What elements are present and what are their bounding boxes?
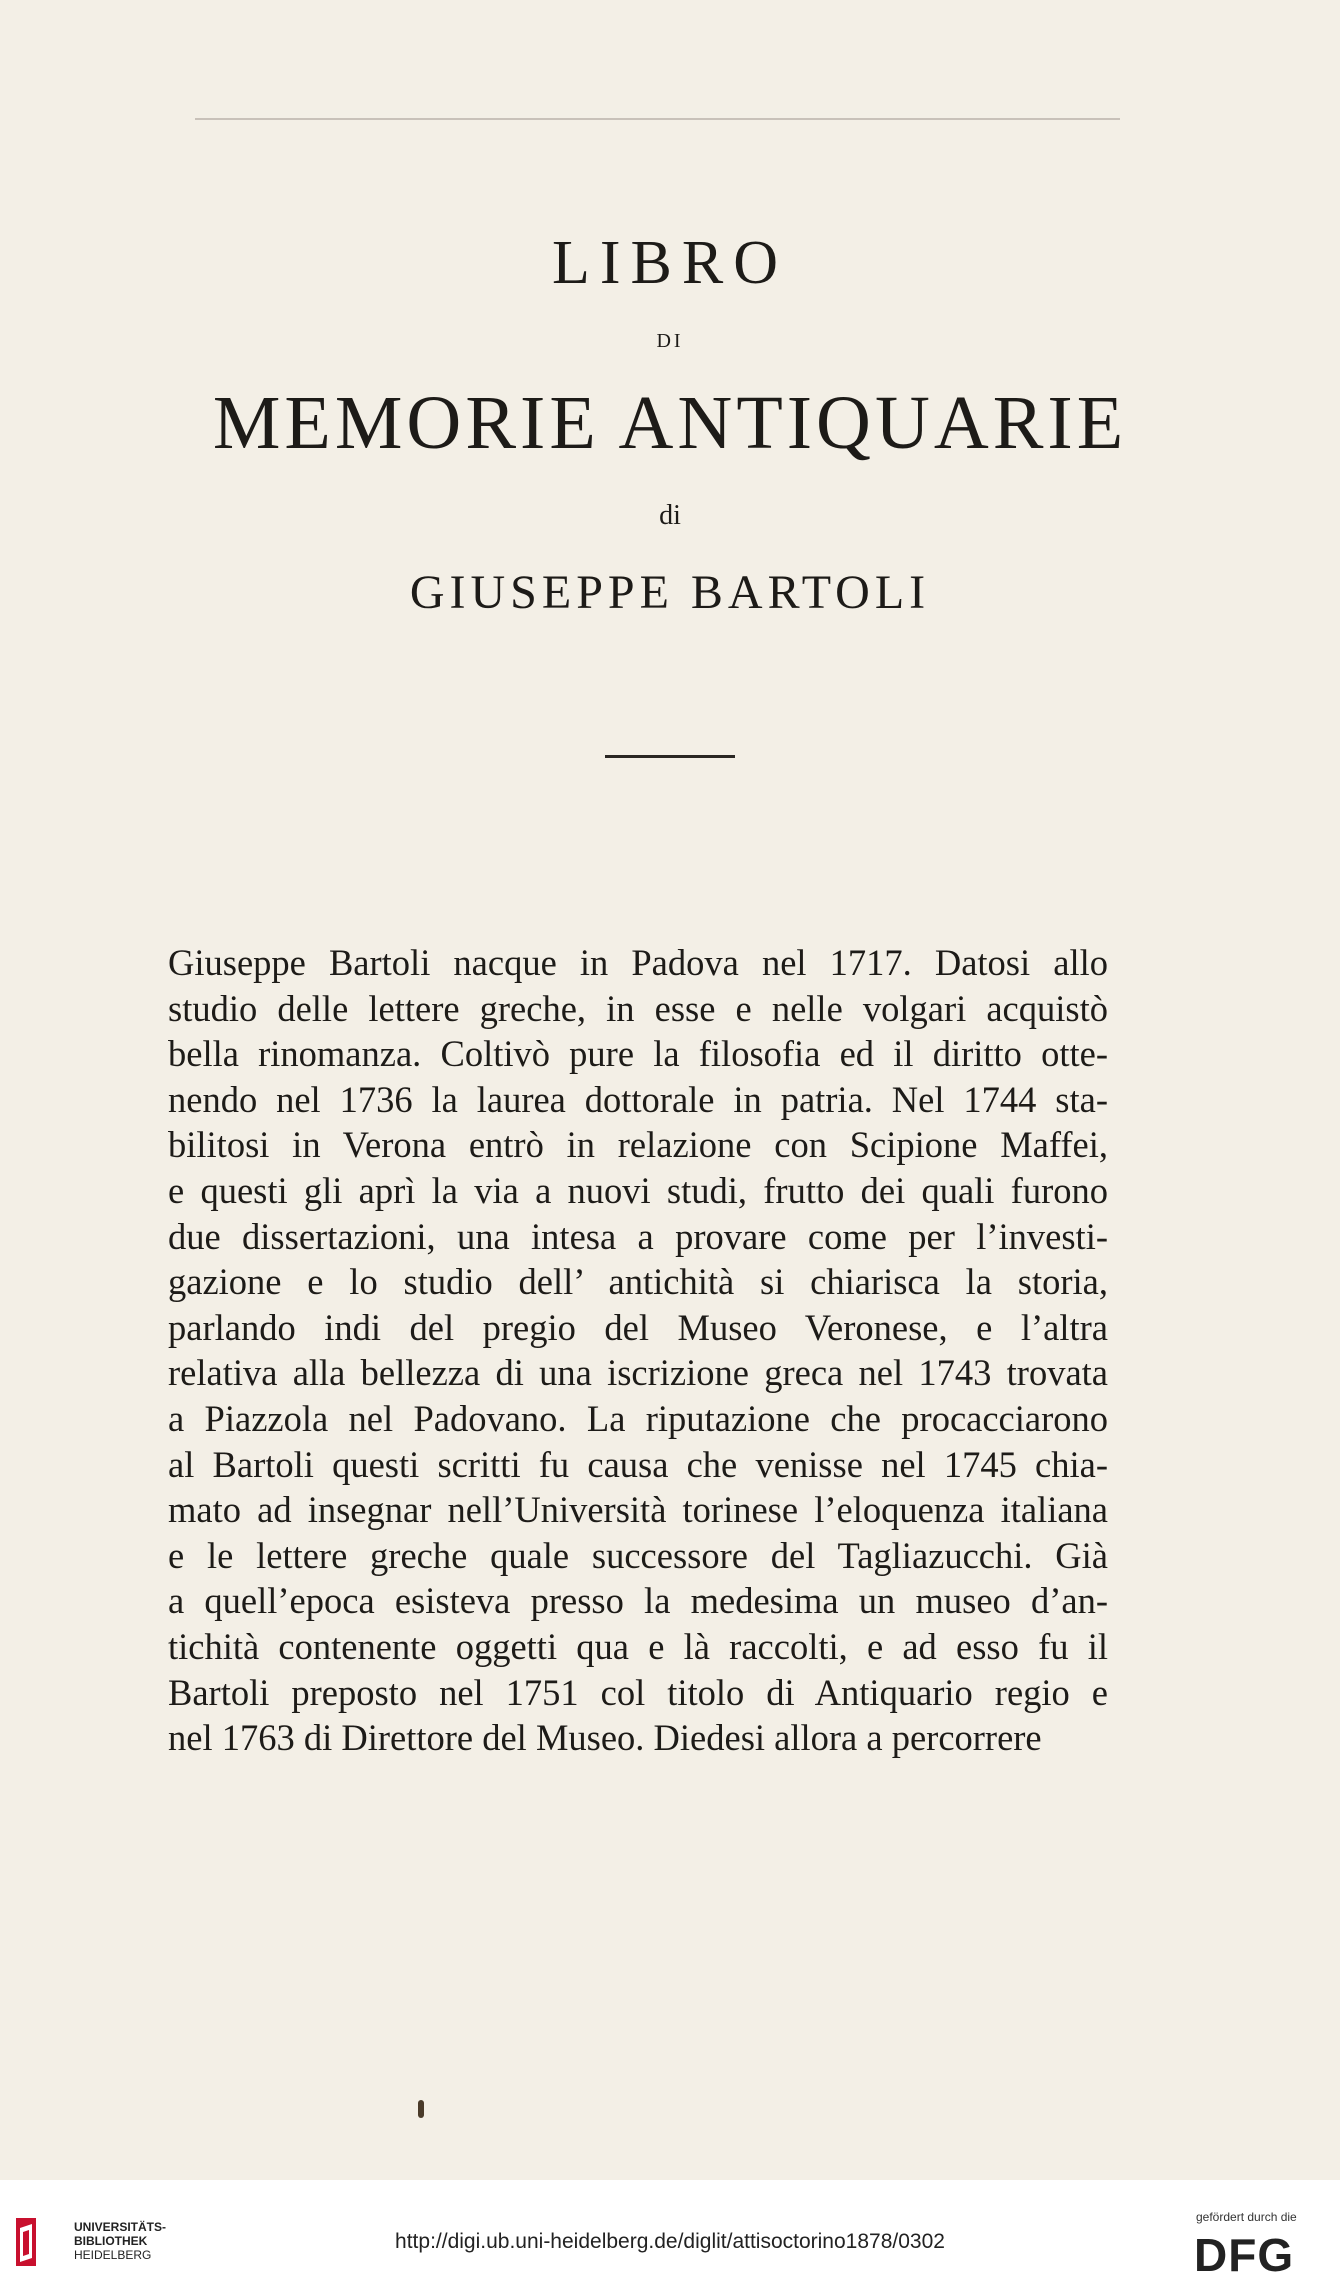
dfg-logo: DFG — [1194, 2229, 1295, 2281]
university-library-logo-icon — [14, 2214, 64, 2270]
body-line: e questi gli aprì la via a nuovi studi, frutto dei quali furono — [168, 1169, 1108, 1211]
body-line: a quell’epoca esisteva presso la medesima un museo d’an- — [168, 1580, 1108, 1622]
body-line: due dissertazioni, una intesa a provare come per l’investi- — [168, 1215, 1108, 1257]
body-line: Bartoli preposto nel 1751 col titolo di Antiquario regio e — [168, 1671, 1108, 1713]
body-line: relativa alla bellezza di una iscrizione greca nel 1743 trovata — [168, 1352, 1108, 1394]
body-line: e le lettere greche quale successore del Tagliazucchi. Già — [168, 1534, 1108, 1576]
body-line: mato ad insegnar nell’Università torinese l’eloquenza italiana — [168, 1489, 1108, 1531]
body-line: studio delle lettere greche, in esse e nelle volgari acquistò — [168, 987, 1108, 1029]
library-name — [74, 2220, 166, 2262]
body-line: parlando indi del pregio del Museo Veronese, e l’altra — [168, 1306, 1108, 1348]
funding-label: gefördert durch die — [1196, 2210, 1297, 2224]
body-line: gazione e lo studio dell’ antichità si chiarisca la storia, — [168, 1261, 1108, 1303]
body-line: nendo nel 1736 la laurea dottorale in patria. Nel 1744 sta- — [168, 1078, 1108, 1120]
permalink-url[interactable]: http://digi.ub.uni-heidelberg.de/diglit/attisoctorino1878/0302 — [395, 2230, 945, 2253]
footer-bar — [0, 2180, 1340, 2291]
body-line: bella rinomanza. Coltivò pure la filosofia ed il diritto otte- — [168, 1033, 1108, 1075]
author-name: GIUSEPPE BARTOLI — [409, 566, 931, 619]
library-name-line-2: BIBLIOTHEK — [74, 2234, 148, 2248]
title-memorie-antiquarie: MEMORIE ANTIQUARIE — [212, 381, 1128, 465]
section-divider-rule — [605, 755, 735, 758]
body-line: Giuseppe Bartoli nacque in Padova nel 1717. Datosi allo — [168, 942, 1108, 983]
body-paragraph — [168, 940, 1108, 1761]
library-name-line-1: UNIVERSITÄTS- — [74, 2220, 167, 2234]
library-name-line-3: HEIDELBERG — [74, 2248, 152, 2262]
body-line: bilitosi in Verona entrò in relazione con Scipione Maffei, — [168, 1124, 1108, 1166]
title-di: DI — [656, 330, 684, 352]
body-line: al Bartoli questi scritti fu causa che venisse nel 1745 chia- — [168, 1443, 1108, 1485]
bleed-through-header-rule — [195, 118, 1120, 120]
body-line: tichità contenente oggetti qua e là raccolti, e ad esso fu il — [168, 1625, 1108, 1667]
title-libro: LIBRO — [552, 229, 788, 297]
ink-spot — [418, 2100, 424, 2118]
author-di: di — [659, 500, 681, 531]
body-line: nel 1763 di Direttore del Museo. Diedesi allora a percorrere — [168, 1717, 1042, 1759]
body-line: a Piazzola nel Padovano. La riputazione che procacciarono — [168, 1397, 1108, 1439]
